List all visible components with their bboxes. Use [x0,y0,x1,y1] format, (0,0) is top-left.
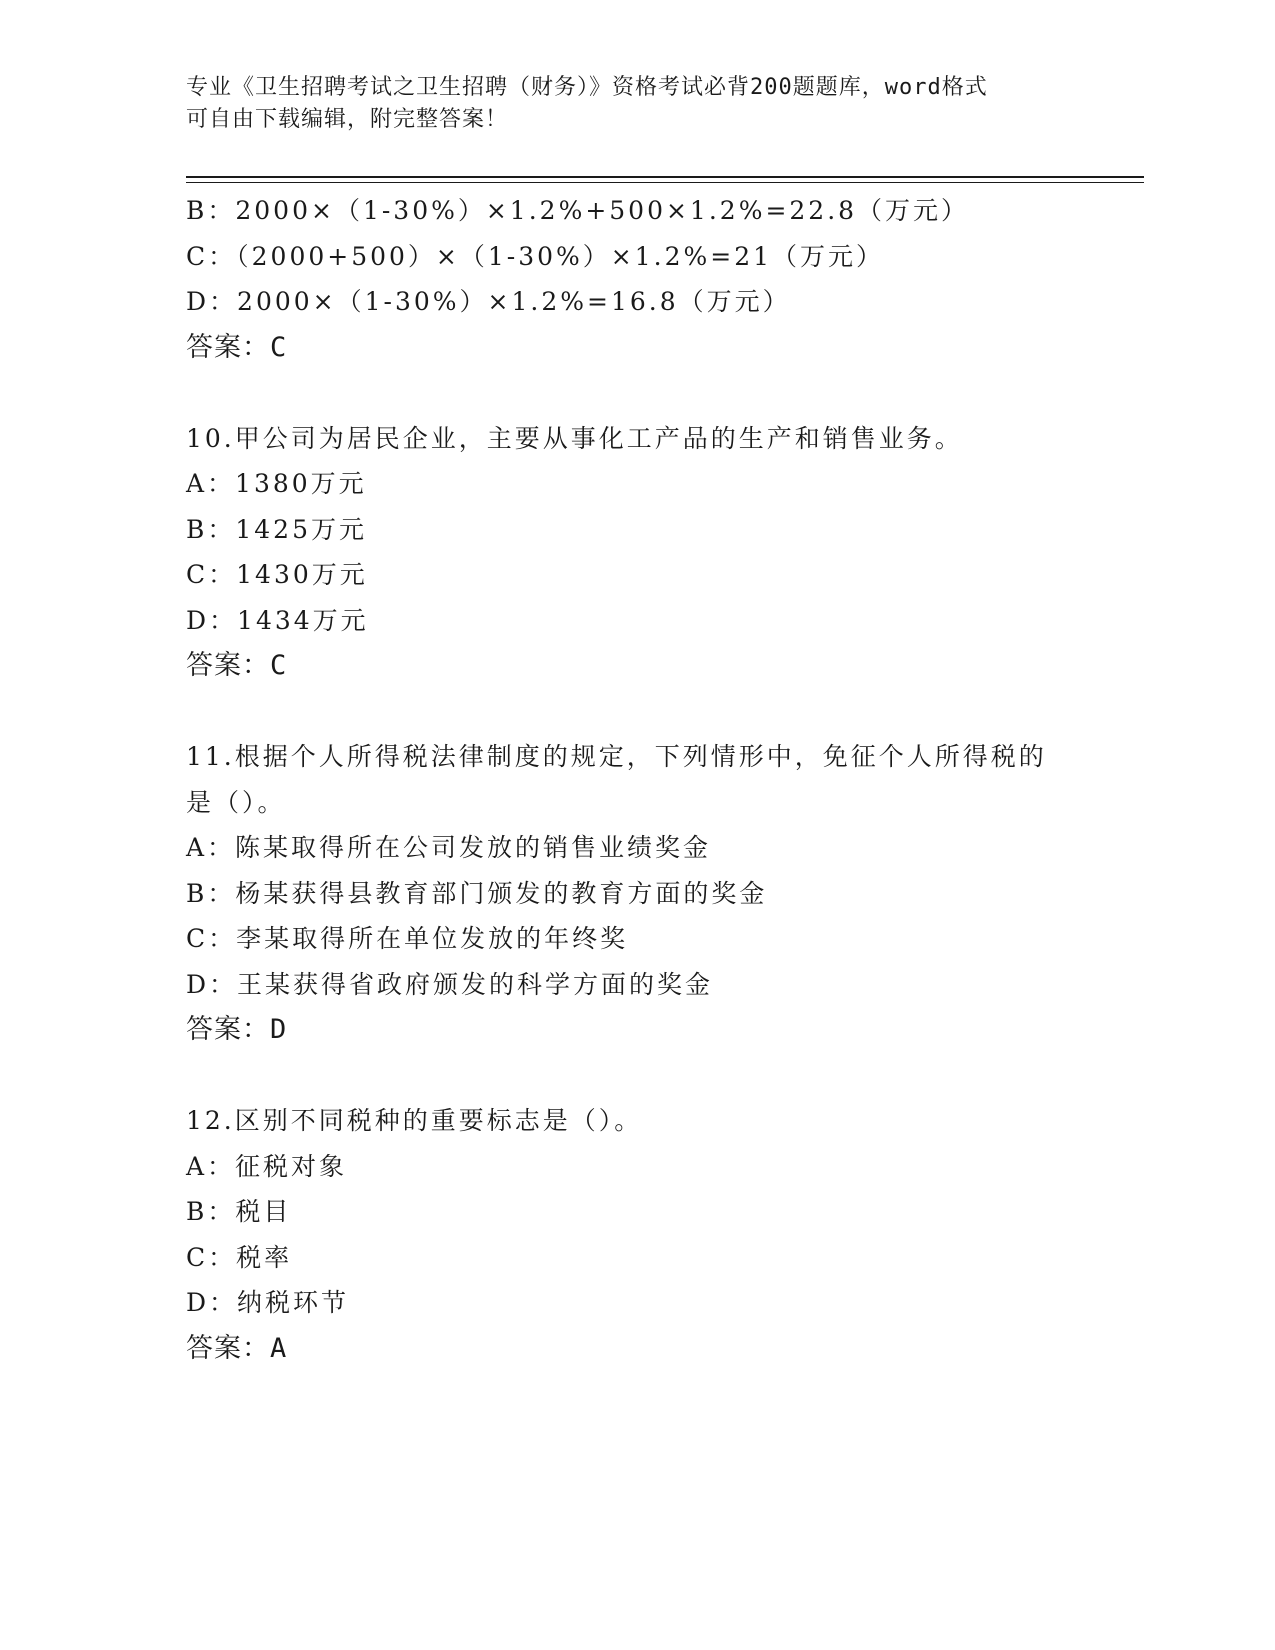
header-divider-thin [186,182,1144,183]
question-11-block [186,734,1086,1053]
option-b: B：税目 [186,1197,292,1226]
answer-line: 答案：D [186,1014,288,1045]
prev-question-block [186,188,1086,370]
option-d: D：2000×（1-30%）×1.2%=16.8（万元） [186,287,791,316]
question-stem: 11.根据个人所得税法律制度的规定，下列情形中，免征个人所得税的 [186,742,1047,771]
question-list [186,188,1086,1371]
answer-line: 答案：C [186,650,288,681]
option-a: A：1380万元 [186,469,367,498]
answer-line: 答案：A [186,1332,288,1364]
option-b: B：2000×（1-30%）×1.2%+500×1.2%=22.8（万元） [186,196,970,225]
option-c: C：税率 [186,1242,293,1272]
spacer [186,370,1086,416]
option-b: B：杨某获得县教育部门颁发的教育方面的奖金 [186,878,768,908]
option-a: A：陈某取得所在公司发放的销售业绩奖金 [186,833,712,862]
option-b: B：1425万元 [186,514,367,544]
question-stem-continued: 是（）。 [186,787,286,817]
question-10-block [186,416,1086,689]
question-stem: 10.甲公司为居民企业，主要从事化工产品的生产和销售业务。 [186,423,963,453]
option-c: C：（2000+500）×（1-30%）×1.2%=21（万元） [186,241,885,271]
question-12-block [186,1098,1086,1371]
option-c: C：李某取得所在单位发放的年终奖 [186,924,629,953]
option-d: D：王某获得省政府颁发的科学方面的奖金 [186,969,714,999]
question-stem: 12.区别不同税种的重要标志是（）。 [186,1106,643,1135]
spacer [186,1053,1086,1099]
header-divider-thick [186,176,1144,178]
option-d: D：1434万元 [186,605,369,635]
answer-line: 答案：C [186,331,288,363]
option-d: D：纳税环节 [186,1288,350,1317]
option-c: C：1430万元 [186,560,368,589]
spacer [186,689,1086,735]
header-title-line-1: 专业《卫生招聘考试之卫生招聘（财务）》资格考试必背200题题库，word格式 [186,75,988,100]
document-header [186,72,1066,136]
option-a: A：征税对象 [186,1151,348,1181]
header-title-line-2: 可自由下载编辑，附完整答案！ [186,107,509,132]
